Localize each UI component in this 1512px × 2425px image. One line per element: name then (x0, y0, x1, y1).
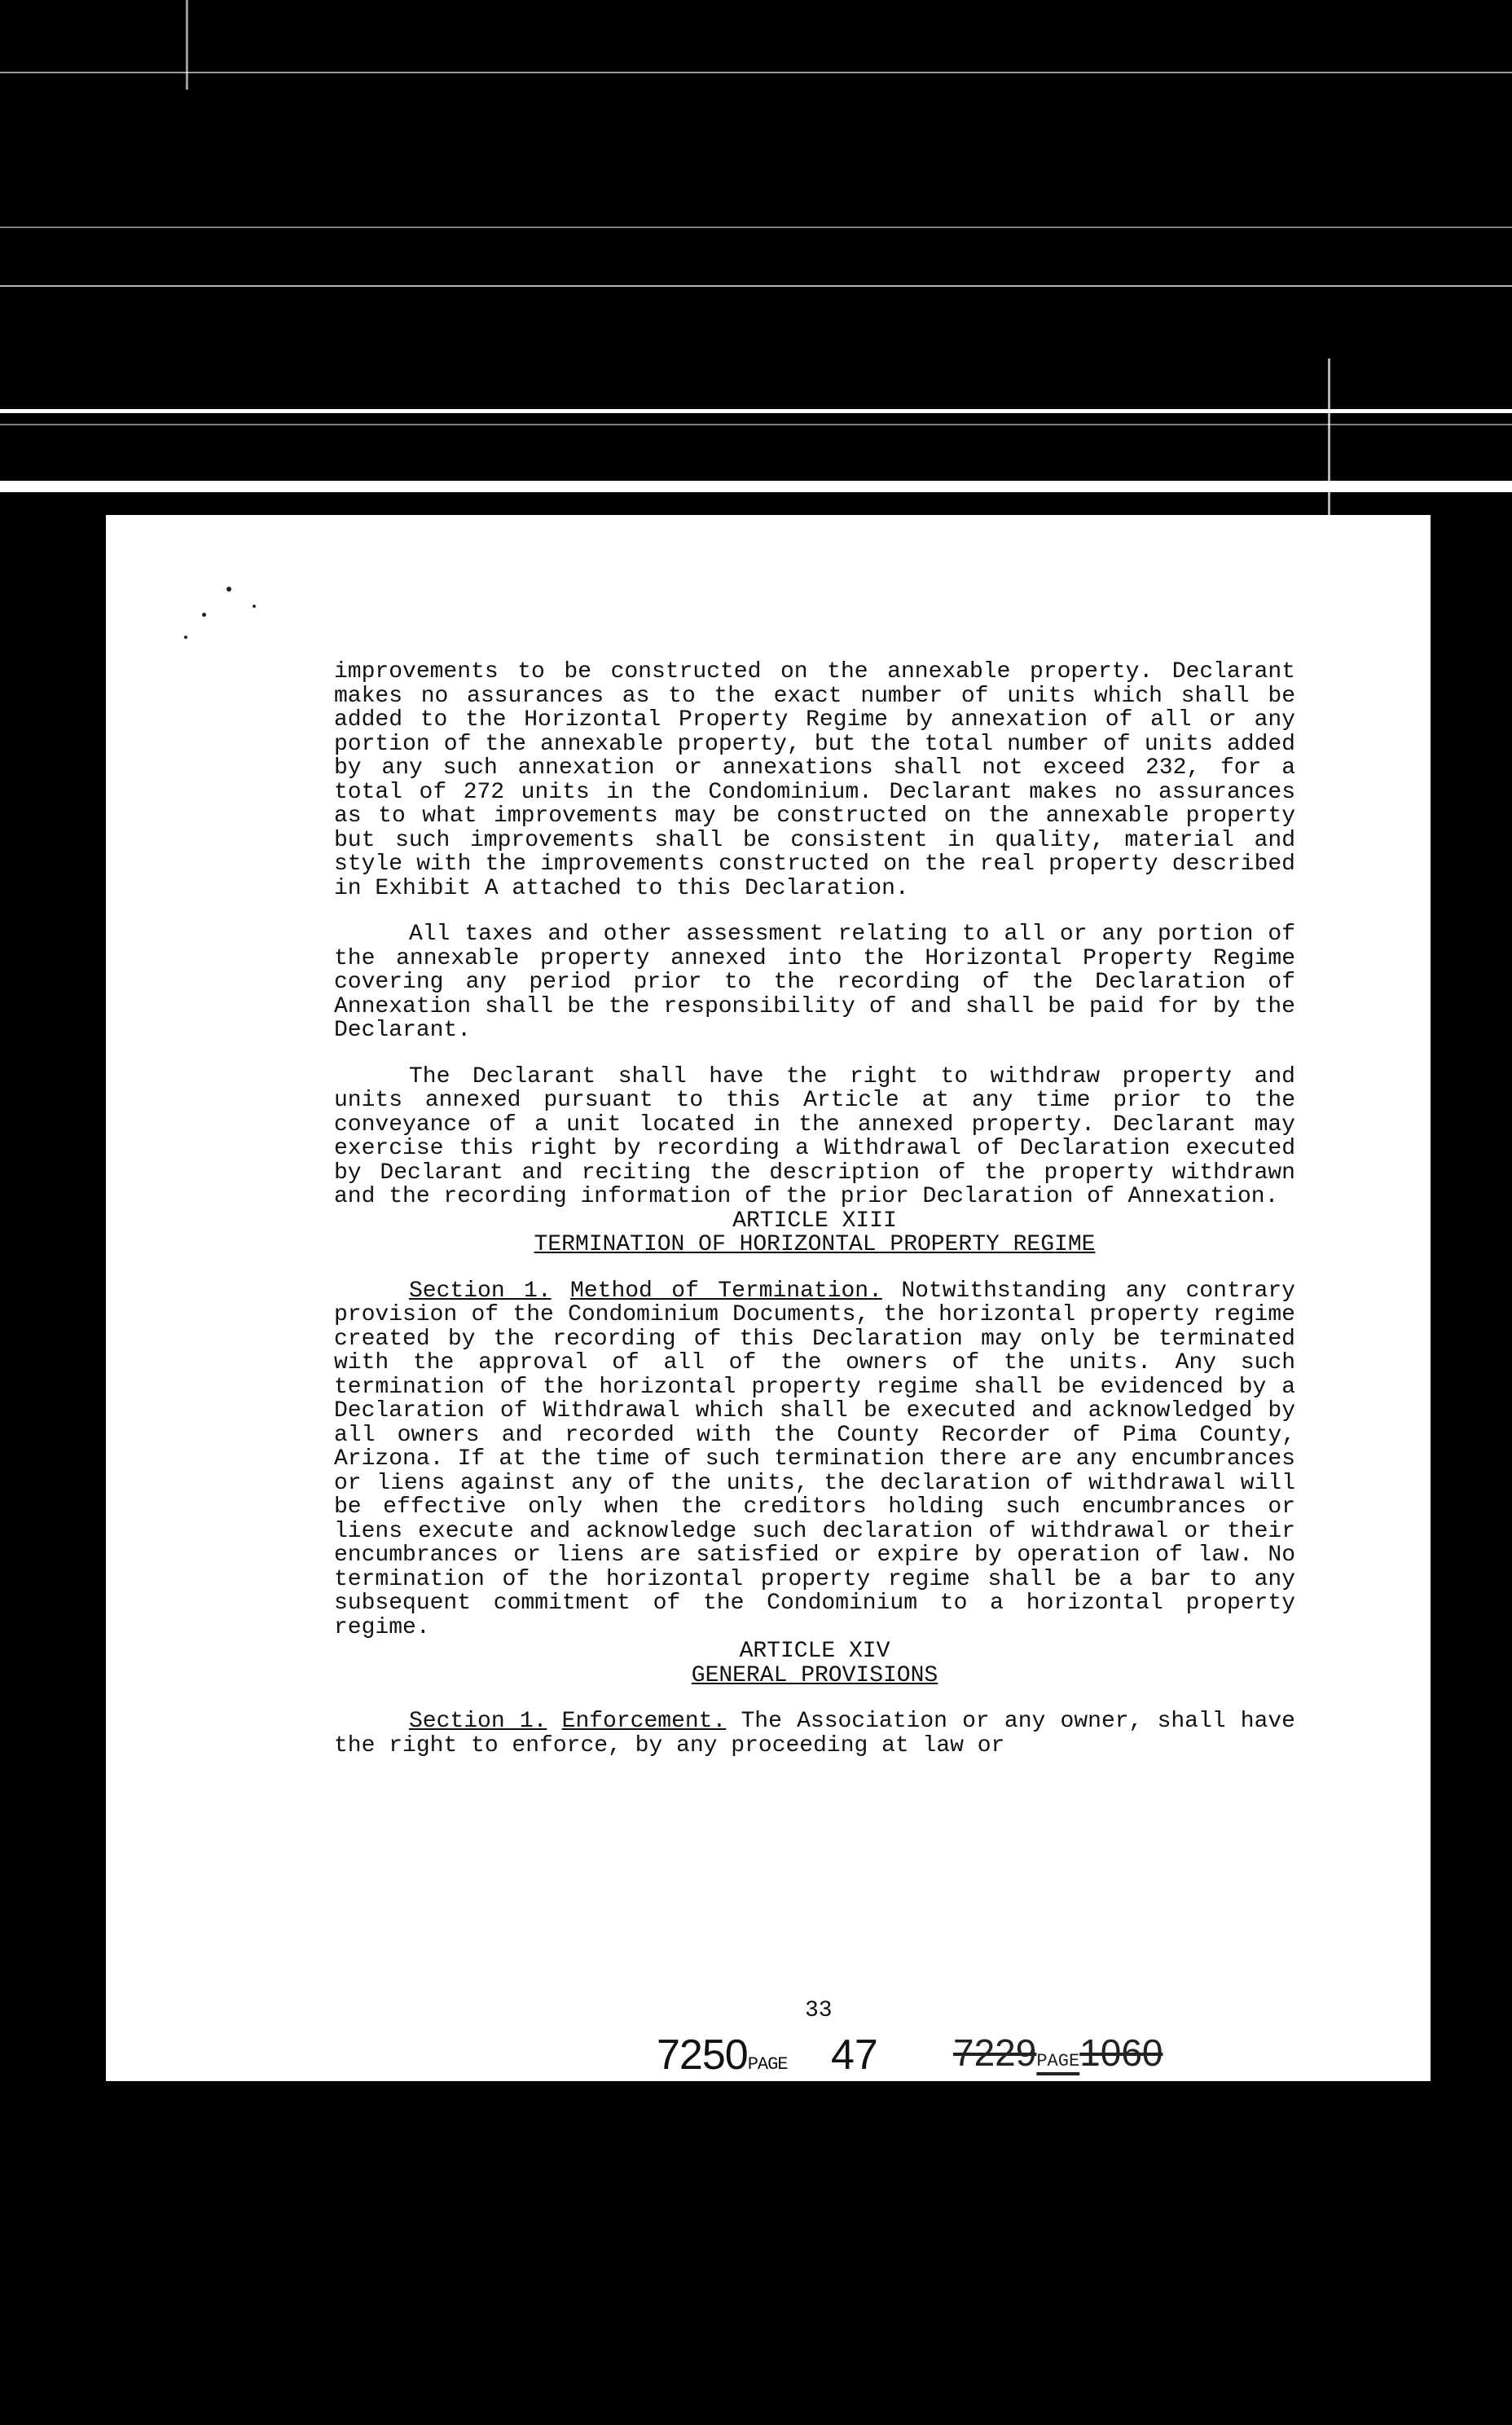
document-page (106, 515, 1431, 2081)
article-xiv-title: GENERAL PROVISIONS (691, 1662, 938, 1688)
scan-mark (186, 0, 188, 90)
section-title: Method of Termination. (570, 1278, 882, 1304)
article-xiii-heading: ARTICLE XIII (732, 1208, 897, 1234)
page-number: 33 (805, 1998, 833, 2023)
paragraph-withdraw-property: The Declarant shall have the right to withdraw property and units annexed pursuant to this Article at any time prior to the conveyance of a unit located in the annexed property. Declarant may exercise this right by recording a Withdrawal of Declaration executed by Declarant and reciting the description of the property withdrawn and the recording information of the prior Declaration of Annexation. (334, 1063, 1295, 1209)
paragraph-annexation-units: improvements to be constructed on the annexable property. Declarant makes no assurances as to the exact number of units which shall be added to the Horizontal Property Regime by annexation of all or any portion of the annexable property, but the total number of units added by any such annexation or annexations shall not exceed 232, for a total of 272 units in the Condominium. Declarant makes no assurances as to what improvements may be constructed on the annexable property but such improvements shall be consistent in quality, material and style with the improvements constructed on the real property described in Exhibit A attached to this Declaration. (334, 659, 1295, 901)
section-label: Section 1. (409, 1709, 547, 1734)
document-body (334, 660, 1295, 1758)
old-docket-page: 1060 (1079, 2031, 1163, 2074)
docket-stamp (657, 2031, 788, 2080)
article-xiii-section-1 (334, 1279, 1295, 1640)
article-xiv-heading: ARTICLE XIV (739, 1639, 890, 1664)
scan-stripe (0, 481, 1512, 492)
old-docket-stamp (953, 2031, 1163, 2075)
article-xiv-section-1 (334, 1710, 1295, 1758)
scan-speck (184, 636, 187, 639)
old-page-word: PAGE (1036, 2051, 1080, 2071)
paragraph-taxes: All taxes and other assessment relating to all or any portion of the annexable property annexed into the Horizontal Property Regime covering any period prior to the recording of the Declaration of Annexation shall be the responsibility of and shall be paid for by the Declarant. (334, 922, 1295, 1043)
section-text: Notwithstanding any contrary provision of the Condominium Documents, the horizontal property regime created by the recording of this Declaration may only be terminated with the approval of all of the owners of the units. Any such termination of the horizontal property regime shall be evidenced by a Declaration of Withdrawal which shall be executed and acknowledged by all owners and recorded with the County Recorder of Pima County, Arizona. If at the time of such termination there are any encumbrances or liens against any of the units, the declaration of withdrawal will be effective only when the creditors holding such encumbrances or liens execute and acknowledge such declaration of withdrawal or their encumbrances or liens are satisfied or expire by operation of law. No termination of the horizontal property regime shall be a bar to any subsequent commitment of the Condominium to a horizontal property regime. (334, 1278, 1295, 1640)
docket-page: 47 (831, 2031, 878, 2079)
scan-mark (0, 285, 1512, 287)
scan-mark (0, 72, 1512, 73)
article-xiii-title: TERMINATION OF HORIZONTAL PROPERTY REGIME (534, 1232, 1096, 1257)
section-title: Enforcement. (561, 1709, 727, 1734)
docket-number: 7250 (657, 2031, 748, 2079)
page-word: PAGE (747, 2054, 788, 2075)
old-docket-number: 7229 (953, 2031, 1037, 2074)
scan-stripe (0, 409, 1512, 413)
scan-speck (253, 605, 256, 608)
scan-mark (0, 424, 1512, 425)
section-label: Section 1. (409, 1278, 552, 1304)
scan-speck (202, 613, 206, 617)
scan-mark (0, 227, 1512, 228)
scan-speck (226, 587, 231, 592)
section-text: The Association or any owner, shall have the right to enforce, by any proceeding at law or (334, 1709, 1295, 1758)
